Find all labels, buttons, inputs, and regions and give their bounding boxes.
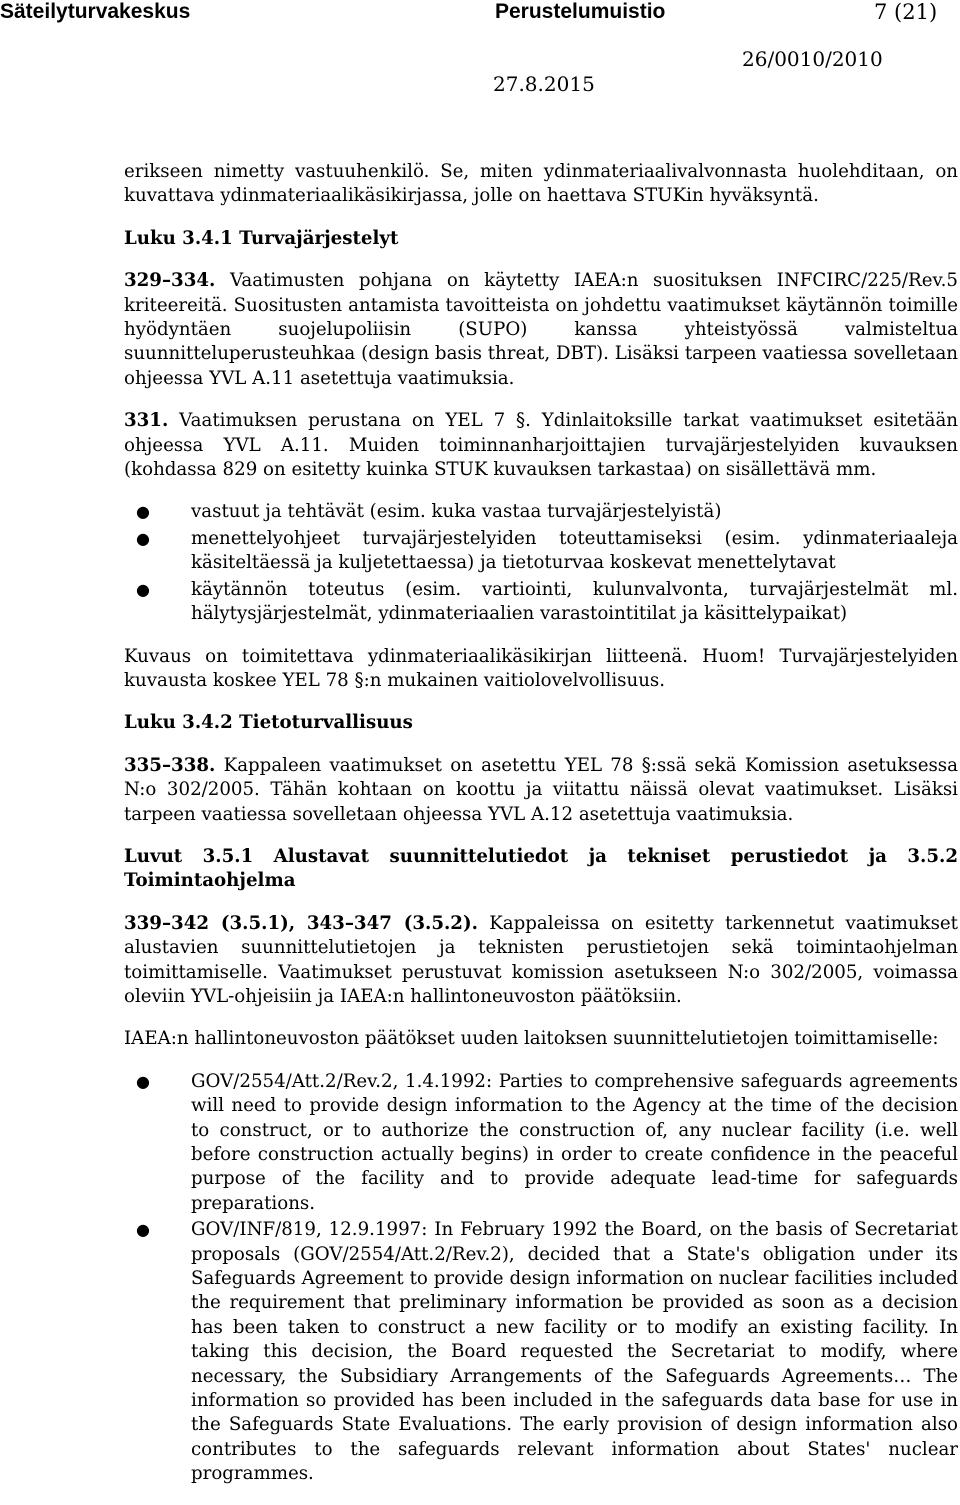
page-number: 7 (21) [874,0,938,24]
iaea-decisions-list [124,1070,958,1487]
paragraph-339 [124,912,958,1010]
paragraph-number: 331. [124,410,169,432]
paragraph-number: 329–334. [124,270,216,292]
paragraph-335 [124,754,958,827]
bullet-icon: ● [136,528,150,548]
paragraph-text: Kappaleen vaatimukset on asetettu YEL 78 §:ssä sekä Komission asetuksessa N:o 302/2005. Tähän kohtaan on koottu ja viitattu näissä olevat vaatimukset. Lisäksi tarpeen vaatiessa sovelletaan ohjeessa YVL A.12 asetettuja vaatimuksia. [124,754,958,825]
bullet-icon: ● [136,1071,150,1091]
document-type: Perustelumuistio [495,0,666,23]
paragraph-number: 335–338. [124,754,216,776]
list-item: ● menettelyohjeet turvajärjestelyiden toteuttamiseksi (esim. ydinmateriaaleja käsiteltäessä ja kuljetettaessa) ja tietoturvaa koskevat menettelytavat [136,527,958,574]
section-heading-351: Luvut 3.5.1 Alustavat suunnittelutiedot ja tekniset perustiedot ja 3.5.2 Toimintaohjelma [124,845,958,892]
intro-paragraph: erikseen nimetty vastuuhenkilö. Se, miten ydinmateriaalivalvonnasta huolehditaan, on kuvattava ydinmateriaalikäsikirjassa, jolle on haettava STUKin hyväksyntä. [124,161,958,207]
list-item: ● GOV/INF/819, 12.9.1997: In February 1992 the Board, on the basis of Secretariat proposals (GOV/2554/Att.2/Rev.2), decided that a State's obligation under its Safeguards Agreement to provide design information on nuclear facilities included the requirement that preliminary information be provided as soon as a decision has been taken to construct a new facility or to modify an existing facility. In taking this decision, the Board requested the Secretariat to modify, where necessary, the Subsidiary Arrangements of the Safeguards Agreements… The information so provided has been included in the safeguards data base for use in the Safeguards State Evaluations. The early provision of design information also contributes to the safeguards relevant information about States' nuclear programmes. [136,1219,958,1485]
list-item: ● GOV/2554/Att.2/Rev.2, 1.4.1992: Parties to comprehensive safeguards agreements will need to provide design information to the Agency at the time of the decision to construct, or to authorize the construction of, any nuclear facility (i.e. well before construction actually begins) in order to create confidence in the peaceful purpose of the facility and to provide adequate lead-time for safeguards preparations. [136,1070,958,1214]
paragraph-text: Kappaleissa on esitetty tarkennetut vaatimukset alustavien suunnittelutietojen ja teknisten perustietojen sekä toimintaohjelman toimittamiselle. Vaatimukset perustuvat komission asetukseen N:o 302/2005, voimassa oleviin YVL-ohjeisiin ja IAEA:n hallintoneuvoston päätöksiin. [124,912,958,1007]
document-body [124,160,958,1505]
reference-number: 26/0010/2010 [742,47,883,71]
bullet-icon: ● [136,579,150,599]
paragraph-text: Vaatimusten pohjana on käytetty IAEA:n suosituksen INFCIRC/225/Rev.5 kriteereitä. Suositusten antamista tavoitteista on johdettu vaatimukset käytännön toimille hyödyntäen suojelupoliisin (SUPO) kanssa yhteistyössä valmisteltua suunnitteluperusteuhkaa (design basis threat, DBT). Lisäksi tarpeen vaatiessa sovelletaan ohjeessa YVL A.11 asetettuja vaatimuksia. [124,270,958,389]
organization-name: Säteilyturvakeskus [0,0,191,23]
page-header [0,0,960,100]
iaea-paragraph: IAEA:n hallintoneuvoston päätökset uuden laitoksen suunnittelutietojen toimittamiselle: [124,1028,939,1050]
paragraph-number: 339–342 (3.5.1), 343–347 (3.5.2). [124,912,478,934]
list-item: ● käytännön toteutus (esim. vartiointi, kulunvalvonta, turvajärjestelmät ml. hälytysjärjestelmät, ydinmateriaalien varastointitilat ja käsittelypaikat) [136,578,958,625]
kuvaus-paragraph: Kuvaus on toimitettava ydinmateriaalikäsikirjan liitteenä. Huom! Turvajärjestelyiden kuvausta koskee YEL 78 §:n mukainen vaitiolovelvollisuus. [124,645,958,691]
section-heading-341: Luku 3.4.1 Turvajärjestelyt [124,227,399,249]
paragraph-331 [124,409,958,482]
list-item: ● vastuut ja tehtävät (esim. kuka vastaa turvajärjestelyistä) [124,500,958,524]
security-description-list [124,500,958,626]
paragraph-text: Vaatimuksen perustana on YEL 7 §. Ydinlaitoksille tarkat vaatimukset esitetään ohjeessa YVL A.11. Muiden toiminnanharjoittajien turvajärjestelyiden kuvauksen (kohdassa 829 on esitetty kuinka STUK kuvauksen tarkastaa) on sisällettävä mm. [124,410,958,481]
bullet-icon: ● [136,1220,150,1240]
paragraph-329 [124,269,958,391]
section-heading-342: Luku 3.4.2 Tietoturvallisuus [124,712,413,734]
bullet-icon: ● [136,502,150,522]
document-date: 27.8.2015 [493,72,595,96]
